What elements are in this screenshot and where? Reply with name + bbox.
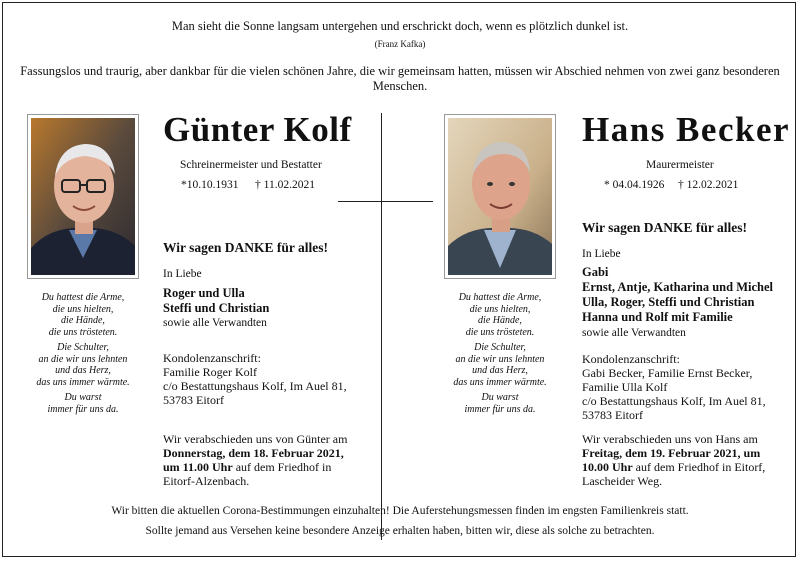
poem-line: Die Schulter,	[57, 342, 109, 353]
address-line: c/o Bestattungshaus Kolf, Im Auel 81,	[163, 379, 347, 393]
born-left: *10.10.1931	[181, 179, 239, 191]
in-love-right: In Liebe	[582, 248, 621, 260]
farewell-time: um 11.00 Uhr	[163, 460, 233, 474]
poem-line: Du hattest die Arme,	[41, 292, 125, 303]
farewell-left	[163, 432, 348, 488]
poem-line: Du hattest die Arme,	[458, 292, 542, 303]
quote-author: (Franz Kafka)	[374, 39, 426, 49]
mourner: Ernst, Antje, Katharina und Michel	[582, 280, 773, 294]
portrait-image	[31, 118, 135, 275]
mourner: Steffi und Christian	[163, 301, 270, 315]
name-guenter-kolf: Günter Kolf	[163, 110, 352, 149]
born-right: * 04.04.1926	[604, 179, 665, 191]
died-right: † 12.02.2021	[678, 179, 739, 191]
address-line: c/o Bestattungshaus Kolf, Im Auel 81,	[582, 394, 766, 408]
farewell-date: Donnerstag, dem 18. Februar 2021,	[163, 446, 344, 460]
relatives-left: sowie alle Verwandten	[163, 317, 267, 329]
farewell-location: Eitorf-Alzenbach.	[163, 474, 250, 488]
poem-stanza	[23, 342, 143, 388]
poem-line: an die wir uns lehnten	[455, 353, 545, 365]
poem-stanza	[440, 392, 560, 415]
address-line: Familie Roger Kolf	[163, 365, 257, 379]
poem-line: die Hände,	[61, 315, 105, 326]
address-line: Gabi Becker, Familie Ernst Becker,	[582, 366, 753, 380]
poem-line: die Hände,	[478, 315, 522, 326]
died-left: † 11.02.2021	[255, 179, 315, 191]
profession-right: Maurermeister	[646, 159, 714, 171]
poem-line: das uns immer wärmte.	[453, 376, 547, 388]
poem-stanza	[23, 292, 143, 338]
portrait-image	[448, 118, 552, 275]
poem-stanza	[440, 342, 560, 388]
poem-line: die uns trösteten.	[48, 326, 118, 338]
poem-stanza	[440, 292, 560, 338]
farewell-place: auf dem Friedhof in Eitorf,	[632, 460, 766, 474]
poem-line: Die Schulter,	[474, 342, 526, 353]
poem-left	[23, 292, 143, 419]
mourner: Roger und Ulla	[163, 286, 245, 300]
photo-guenter-kolf	[27, 114, 139, 279]
farewell-right	[582, 432, 774, 488]
poem-line: das uns immer wärmte.	[36, 376, 130, 388]
mourner: Ulla, Roger, Steffi und Christian	[582, 295, 755, 309]
cross-vertical	[381, 113, 382, 540]
mourners-right	[582, 265, 773, 325]
farewell-place: auf dem Friedhof in	[232, 460, 332, 474]
intro-text: Fassungslos und traurig, aber dankbar für die vielen schönen Jahre, die wir gemeinsam hatten, müssen wir Abschied nehmen von zwei ganz besonderen Menschen.	[20, 64, 780, 93]
poem-line: Du warst	[64, 392, 102, 403]
mourner: Gabi	[582, 265, 609, 279]
relatives-right: sowie alle Verwandten	[582, 327, 686, 339]
name-hans-becker: Hans Becker	[582, 110, 791, 149]
in-love-left: In Liebe	[163, 268, 202, 280]
farewell-date: Freitag, dem 19. Februar 2021, um	[582, 446, 761, 460]
mourner: Hanna und Rolf mit Familie	[582, 310, 733, 324]
cross-horizontal	[338, 201, 433, 202]
address-line: 53783 Eitorf	[582, 408, 643, 422]
profession-left: Schreinermeister und Bestatter	[180, 159, 322, 171]
poem-right	[440, 292, 560, 419]
poem-line: und das Herz,	[55, 365, 111, 376]
poem-line: die uns hielten,	[52, 303, 114, 315]
poem-line: immer für uns da.	[47, 403, 119, 415]
poem-stanza	[23, 392, 143, 415]
header-quote: Man sieht die Sonne langsam untergehen und erschrickt doch, wenn es plötzlich dunkel ist.	[171, 19, 629, 33]
address-left	[163, 351, 348, 407]
address-right	[582, 352, 774, 422]
footer-line-2: Sollte jemand aus Versehen keine besondere Anzeige erhalten haben, bitten wir, diese als solche zu betrachten.	[145, 525, 655, 537]
poem-line: Du warst	[481, 392, 519, 403]
poem-line: die uns trösteten.	[465, 326, 535, 338]
poem-line: an die wir uns lehnten	[38, 353, 128, 365]
address-line: Kondolenzanschrift:	[582, 352, 680, 366]
thanks-right: Wir sagen DANKE für alles!	[582, 220, 748, 235]
photo-hans-becker	[444, 114, 556, 279]
address-line: 53783 Eitorf	[163, 393, 224, 407]
farewell-time: 10.00 Uhr	[582, 460, 633, 474]
farewell-location: Lascheider Weg.	[582, 474, 663, 488]
poem-line: die uns hielten,	[469, 303, 531, 315]
address-line: Familie Ulla Kolf	[582, 380, 668, 394]
footer-line-1: Wir bitten die aktuellen Corona-Bestimmungen einzuhalten! Die Auferstehungsmessen finden im engsten Familienkreis statt.	[111, 505, 689, 517]
thanks-left: Wir sagen DANKE für alles!	[163, 240, 329, 255]
farewell-line: Wir verabschieden uns von Hans am	[582, 432, 758, 446]
poem-line: und das Herz,	[472, 365, 528, 376]
farewell-line: Wir verabschieden uns von Günter am	[163, 432, 348, 446]
poem-line: immer für uns da.	[464, 403, 536, 415]
mourners-left	[163, 286, 269, 316]
address-line: Kondolenzanschrift:	[163, 351, 261, 365]
